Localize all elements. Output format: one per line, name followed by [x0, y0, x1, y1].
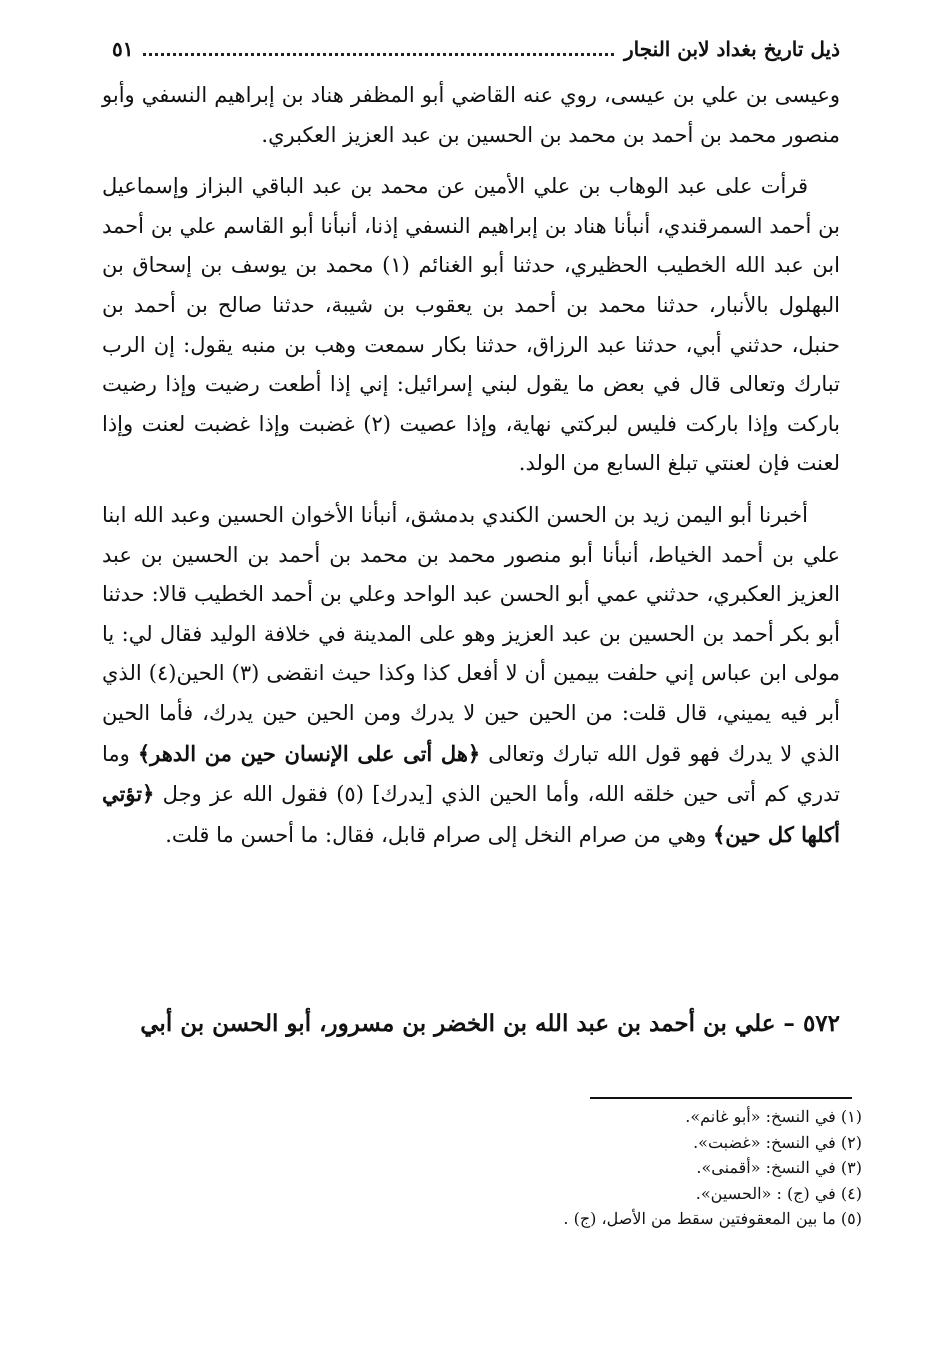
quran-quote-1: ﴿هل أتى على الإنسان حين من الدهر﴾ [137, 740, 481, 766]
running-header-title: ذيل تاريخ بغداد لابن النجار [624, 37, 840, 61]
paragraph-1: وعيسى بن علي بن عيسى، روي عنه القاضي أبو المظفر هناد بن إبراهيم النسفي وأبو منصور محمد بن أحمد بن محمد بن الحسين بن عبد العزيز العكبري. [102, 83, 840, 147]
footnote-3: (٣) في النسخ: «أقمنى». [696, 1158, 862, 1177]
paragraph-2: قرأت على عبد الوهاب بن علي الأمين عن محمد بن عبد الباقي البزاز وإسماعيل بن أحمد السمرقندي، أنبأنا هناد بن إبراهيم النسفي إذنا، أنبأنا أبو القاسم علي بن أحمد ابن عبد الله الخطيب الحظيري، حدثنا أبو الغنائم (١) محمد بن يوسف بن إسحاق بن البهلول بالأنبار، حدثنا محمد بن أحمد بن يعقوب بن شيبة، حدثنا صالح بن أحمد بن حنبل، حدثني أبي، حدثنا عبد الرزاق، حدثنا بكار سمعت وهب بن منبه يقول: إن الرب تبارك وتعالى قال في بعض ما يقول لبني إسرائيل: إني إذا أطعت رضيت وإذا رضيت باركت وإذا باركت فليس لبركتي نهاية، وإذا عصيت (٢) غضبت وإذا غضبت لعنت وإذا لعنت فإن لعنتي تبلغ السابع من الولد. [102, 174, 841, 476]
paragraph-3-part-1: أخبرنا أبو اليمن زيد بن الحسن الكندي بدمشق، أنبأنا الأخوان الحسين وعبد الله ابنا علي بن أحمد الخياط، أنبأنا أبو منصور محمد بن محمد بن أحمد بن الحسين بن عبد العزيز العكبري، حدثني عمي أبو الحسن عبد الواحد وعلي بن أحمد الخطيب قالا: حدثنا أبو بكر أحمد بن الحسين بن عبد العزيز وهو على المدينة في خلافة الوليد فقال لي: يا مولى ابن عباس إني حلفت بيمين أن لا أفعل كذا وكذا حيث انقضى (٣) الحين(٤) الذي أبر فيه يميني، قال قلت: من الحين حين لا يدرك ومن الحين حين يدرك، فأما الحين الذي لا يدرك فهو قول الله تبارك وتعالى [102, 502, 840, 766]
footnote-2: (٢) في النسخ: «غضبت». [693, 1132, 862, 1152]
paragraph-3-part-2: وما تدري كم أتى حين خلقه الله، وأما الحين الذي [يدرك] (٥) فقول الله عز وجل [102, 741, 840, 807]
body-text [102, 76, 840, 855]
paragraph-3 [102, 496, 840, 855]
quran-quote-2: ﴿تؤتي أكلها كل حين﴾ [102, 781, 840, 847]
footnote-4: (٤) في (ج) : «الحسين». [695, 1183, 862, 1203]
footnotes [362, 1104, 862, 1232]
running-header [112, 34, 840, 64]
entry-heading: ٥٧٢ – علي بن أحمد بن عبد الله بن الخضر بن مسرور، أبو الحسن بن أبي [140, 1010, 840, 1037]
footnote-divider [590, 1097, 852, 1099]
footnote-5: (٥) ما بين المعقوفتين سقط من الأصل، (ج) . [563, 1209, 862, 1228]
paragraph-3-part-3: وهي من صرام النخل إلى صرام قابل، فقال: ما أحسن ما قلت. [165, 822, 713, 847]
header-dotted-leader [143, 53, 614, 56]
footnote-1: (١) في النسخ: «أبو غانم». [685, 1107, 862, 1126]
page-number: ٥١ [112, 37, 134, 61]
